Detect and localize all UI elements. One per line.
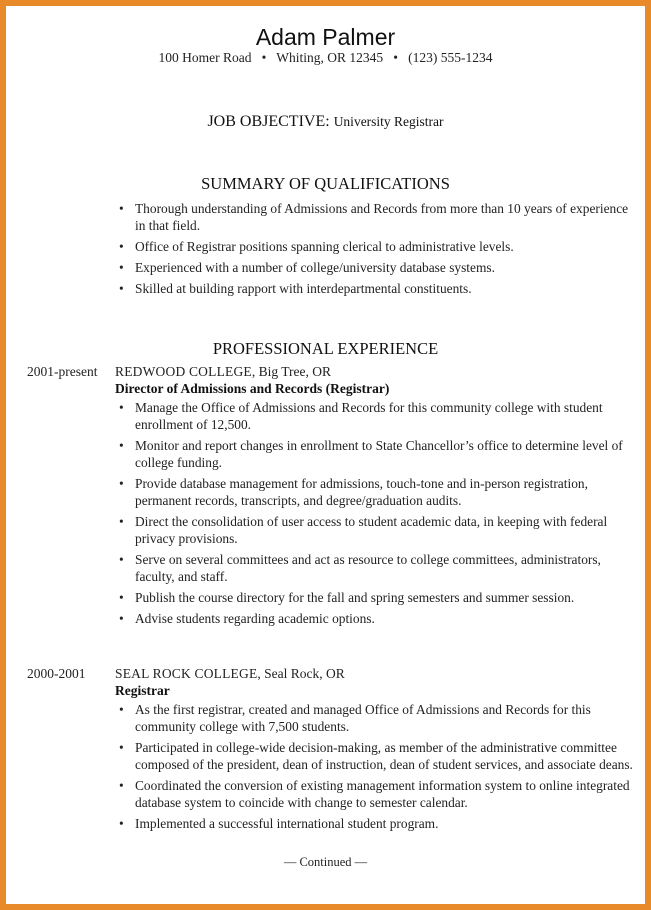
job-title: Director of Admissions and Records (Registrar)	[115, 381, 390, 396]
employer-name: SEAL ROCK COLLEGE	[115, 666, 258, 681]
job-duties-list	[119, 701, 641, 836]
list-item: • Skilled at building rapport with interdepartmental constituents.	[119, 280, 639, 297]
list-item: • Publish the course directory for the fall and spring semesters and summer session.	[119, 589, 641, 606]
employer-name: REDWOOD COLLEGE	[115, 364, 252, 379]
job-employer	[115, 364, 331, 380]
list-item: • Monitor and report changes in enrollment to State Chancellor’s office to determine level of college funding.	[119, 437, 641, 471]
contact-line: 100 Homer Road • Whiting, OR 12345 • (123) 555-1234	[158, 50, 493, 65]
experience-heading: PROFESSIONAL EXPERIENCE	[212, 339, 439, 358]
list-item: • Thorough understanding of Admissions and Records from more than 10 years of experience in that field.	[119, 200, 639, 234]
list-item: • Office of Registrar positions spanning clerical to administrative levels.	[119, 238, 639, 255]
resume-name: Adam Palmer	[255, 24, 396, 50]
list-item: • Manage the Office of Admissions and Records for this community college with student enrollment of 12,500.	[119, 399, 641, 433]
list-item: • Experienced with a number of college/university database systems.	[119, 259, 639, 276]
summary-list	[119, 200, 639, 301]
employer-location: , Big Tree, OR	[251, 364, 332, 379]
job-employer	[115, 666, 345, 682]
list-item: • As the first registrar, created and managed Office of Admissions and Records for this community college with 7,500 students.	[119, 701, 641, 735]
continued-note: — Continued —	[283, 855, 368, 869]
job-dates: 2000-2001	[27, 666, 86, 681]
list-item: • Implemented a successful international student program.	[119, 815, 641, 832]
summary-heading: SUMMARY OF QUALIFICATIONS	[201, 174, 450, 193]
list-item: • Advise students regarding academic options.	[119, 610, 641, 627]
list-item: • Coordinated the conversion of existing management information system to online integrated database system to coincide with change to semester calendar.	[119, 777, 641, 811]
list-item: • Direct the consolidation of user access to student academic data, in keeping with federal privacy provisions.	[119, 513, 641, 547]
job-objective	[12, 113, 639, 131]
objective-value: University Registrar	[333, 114, 444, 129]
resume-page	[12, 12, 639, 898]
job-title: Registrar	[115, 683, 170, 698]
job-dates: 2001-present	[27, 364, 98, 379]
list-item: • Participated in college-wide decision-making, as member of the administrative committee composed of the president, dean of instruction, dean of student services, and associate deans.	[119, 739, 641, 773]
list-item: • Provide database management for admissions, touch-tone and in-person registration, permanent records, transcripts, and degree/graduation audits.	[119, 475, 641, 509]
employer-location: , Seal Rock, OR	[257, 666, 345, 681]
list-item: • Serve on several committees and act as resource to college committees, administrators, faculty, and staff.	[119, 551, 641, 585]
objective-label: JOB OBJECTIVE:	[207, 113, 330, 130]
job-duties-list	[119, 399, 641, 631]
